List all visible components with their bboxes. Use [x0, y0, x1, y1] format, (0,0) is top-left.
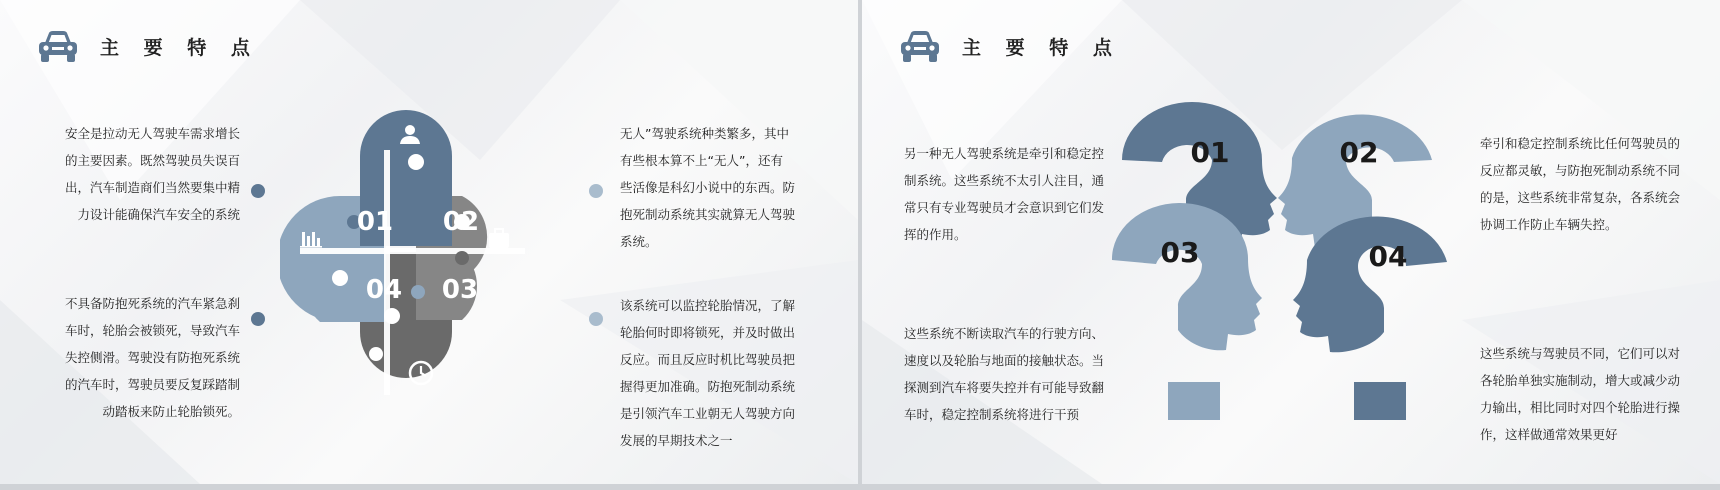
text-line: 力设计能确保汽车安全的系统 [77, 207, 240, 222]
slide-header [36, 26, 259, 66]
head-number: 04 [1368, 240, 1408, 273]
slide-1 [0, 0, 858, 484]
text-line: 些活像是科幻小说中的东西。防 [620, 180, 796, 195]
text-line: 作，这样做通常效果更好 [1480, 427, 1618, 442]
text-line: 轮胎何时即将锁死，并及时做出 [620, 325, 796, 340]
text-line: 力输出，相比同时对四个轮胎进行操 [1480, 400, 1681, 415]
bullet-dot [251, 312, 265, 326]
page-title: 主 要 特 点 [962, 36, 1121, 59]
text-line: 车时，轮胎会被锁死，导致汽车 [64, 323, 240, 338]
text-line: 制系统。这些系统不太引人注目，通 [904, 173, 1105, 188]
petal-number: 03 [441, 275, 479, 305]
text-left-top [904, 140, 1134, 248]
text-line: 这些系统与驾驶员不同，它们可以对 [1480, 346, 1681, 361]
text-line: 的主要因素。既然驾驶员失误百 [64, 153, 240, 168]
text-line: 牵引和稳定控制系统比任何驾驶员的 [1480, 136, 1681, 151]
bullet-dot [251, 184, 265, 198]
text-line: 速度以及轮胎与地面的接触状态。当 [904, 353, 1105, 368]
text-line: 无人”驾驶系统种类繁多，其中 [620, 126, 789, 141]
text-line: 探测到汽车将要失控并有可能导致翻 [904, 380, 1105, 395]
text-line: 动踏板来防止轮胎锁死。 [102, 404, 240, 419]
text-line: 发展的早期技术之一 [620, 433, 733, 448]
car-icon [36, 28, 80, 64]
text-left-bottom [28, 290, 240, 425]
head-number: 02 [1339, 136, 1379, 169]
text-right-top [620, 120, 835, 255]
text-line: 该系统可以监控轮胎情况，了解 [620, 298, 796, 313]
text-line: 安全是拉动无人驾驶车需求增长 [64, 126, 240, 141]
text-left-bottom [904, 320, 1134, 428]
text-left-top [28, 120, 240, 228]
text-line: 握得更加准确。防抱死制动系统 [620, 379, 796, 394]
petal-number: 02 [442, 207, 480, 237]
petal-number: 01 [356, 207, 394, 237]
text-line: 有些根本算不上“无人”，还有 [620, 153, 783, 168]
bullet-dot [589, 312, 603, 326]
slide-header [898, 26, 1121, 66]
text-line: 协调工作防止车辆失控。 [1480, 217, 1618, 232]
text-line: 系统。 [620, 234, 658, 249]
petal-diagram [280, 110, 540, 405]
text-line: 的是，这些系统非常复杂，各系统会 [1480, 190, 1681, 205]
car-icon [898, 28, 942, 64]
text-line: 反应。而且反应时机比驾驶员把 [620, 352, 796, 367]
petal-number: 04 [365, 275, 403, 305]
text-right-top [1480, 130, 1705, 238]
text-line: 挥的作用。 [904, 227, 967, 242]
text-right-bottom [1480, 340, 1705, 448]
text-line: 另一种无人驾驶系统是牵引和稳定控 [904, 146, 1105, 161]
text-line: 各轮胎单独实施制动，增大或减少动 [1480, 373, 1681, 388]
text-line: 常只有专业驾驶员才会意识到它们发 [904, 200, 1105, 215]
text-line: 反应都灵敏，与防抱死制动系统不同 [1480, 163, 1681, 178]
head-number: 01 [1190, 136, 1230, 169]
page-title: 主 要 特 点 [100, 36, 259, 59]
text-line: 的汽车时，驾驶员要反复踩踏制 [64, 377, 240, 392]
text-line: 是引领汽车工业朝无人驾驶方向 [620, 406, 796, 421]
text-line: 出，汽车制造商们当然要集中精 [64, 180, 240, 195]
briefcase-icon [489, 229, 509, 248]
text-line: 不具备防抱死系统的汽车紧急刹 [64, 296, 240, 311]
text-line: 失控侧滑。驾驶没有防抱死系统 [64, 350, 240, 365]
question-heads-diagram [1102, 100, 1462, 430]
slide-2 [862, 0, 1720, 484]
head-number: 03 [1160, 236, 1200, 269]
text-right-bottom [620, 292, 835, 454]
text-line: 车时，稳定控制系统将进行干预 [904, 407, 1080, 422]
bullet-dot [589, 184, 603, 198]
text-line: 抱死制动系统其实就算无人驾驶 [620, 207, 796, 222]
text-line: 这些系统不断读取汽车的行驶方向、 [904, 326, 1105, 341]
